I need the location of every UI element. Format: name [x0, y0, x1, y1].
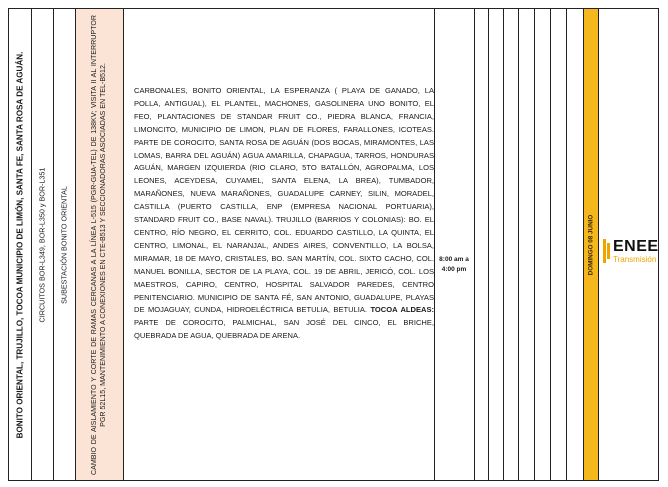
- time-range: [434, 255, 474, 275]
- work-description: CAMBIO DE AISLAMIENTO Y CORTE DE RAMAS CERCANAS A LA LÍNEA L-515 (PGR-GUA-TEL) DE 138KV; VISITA II AL INTERRUPTOR PGR 52L15, MANTENIMIENTO A CONEXIONES EN CTE-B513 Y SECCIONADORAS ASOCIADAS EN TEL-B512.: [89, 14, 107, 475]
- time-start: 8:00 am a: [439, 256, 469, 263]
- time-cell: [434, 9, 474, 480]
- substation-label: SUBESTACIÓN BONITO ORIENTAL: [59, 185, 69, 304]
- substation-cell: [53, 9, 75, 480]
- tocoa-label: TOCOA ALDEAS:: [370, 305, 434, 315]
- logo-subtitle: Transmisión: [613, 255, 657, 264]
- enee-logo-mark-icon: [603, 239, 611, 263]
- sector-title: BONITO ORIENTAL, TRUJILLO, TOCOA MUNICIPIO DE LIMÓN, SANTA FE, SANTA ROSA DE AGUÁN.: [15, 51, 25, 438]
- work-cell: [75, 9, 123, 480]
- circuits-cell: [31, 9, 53, 480]
- circuits-label: CIRCUITOS BOR-L349, BOR-L350 y BOR-L351: [37, 167, 47, 322]
- tocoa-areas: PARTE DE COROCITO, PALMICHAL, SAN JOSÉ DEL CINCO, EL BRICHE, QUEBRADA DE AGUA, QUEBRADA DE ARENA.: [134, 318, 434, 341]
- time-end: 4:00 pm: [441, 266, 467, 273]
- affected-areas-text: CARBONALES, BONITO ORIENTAL, LA ESPERANZA ( PLAYA DE GANADO, LA POLLA, ANTIGUAL), EL PLANTEL, MACHONES, GASOLINERA UNO BONITO, EL FEO, PLANTACIONES DE STANDAR FRUIT CO., PIEDRA BLANCA, FRANCIA, LIMONCITO, MUNICIPIO DE LIMON, PLAN DE FLORES, FARALLONES, ICOTEAS. PARTE DE COROCITO, SANTA ROSA DE AGUÁN (DOS BOCAS, MIRAMONTES, LAS LOMAS, BARRA DEL AGUÁN) AGUA AMARILLA, CHAPAGUA, TARROS, HONDURAS AGUÁN, MARGEN IZQUIERDA (RIO CLARO, 5TO BATALLÓN, AGROPALMA, LOS LEONES, ACEYDESA, CUYAMEL, SANTA ELENA, LA BREA), TUMBADOR, MARAÑONES, NUEVA MARAÑONES, GUADALUPE CARNEY, SILIN, MORADEL, CASTILLA (PUERTO CASTILLA, ENP (EMPRESA NACIONAL PORTUARIA), STANDARD FRUIT CO., BASE NAVAL). TRUJILLO (BARRIOS Y COLONIAS): BO. EL CENTRO, RÍO NEGRO, EL CERRITO, COL. EDUARDO CASTILLO, LA QUINTA, EL CENTRO, LIMONAL, EL NARANJAL, ANDES AIRES, CONVENTILLO, LA BOLSA, MIRAMAR, 18 DE MAYO, CRISTALES, BO. SAN MARTÍN, COL. SIXTO CACHO, COL. MANUEL BONILLA, SECTOR DE LA PLAYA, COL. 19 DE ABRIL, JERICÓ, COL. LOS MAESTROS, CAPIRO, CENTRO, HOSPITAL SALVADOR PAREDES, CENTRO PENITENCIARIO. MUNICIPIO DE SANTA FÉ, SAN ANTONIO, GUADALUPE, PLAYAS DE MOJAGUAY, CUNDA, HIDROELÉCTRICA BETULIA, BETULIA.: [134, 86, 434, 315]
- sector-cell: [9, 9, 31, 480]
- affected-areas: [134, 85, 434, 343]
- enee-transmision-logo: [602, 238, 662, 268]
- day-label: DOMINGO 08 JUNIO: [587, 214, 594, 275]
- outage-schedule-table: [8, 8, 659, 481]
- day-cell: [583, 9, 598, 480]
- logo-word: ENEE: [613, 238, 659, 255]
